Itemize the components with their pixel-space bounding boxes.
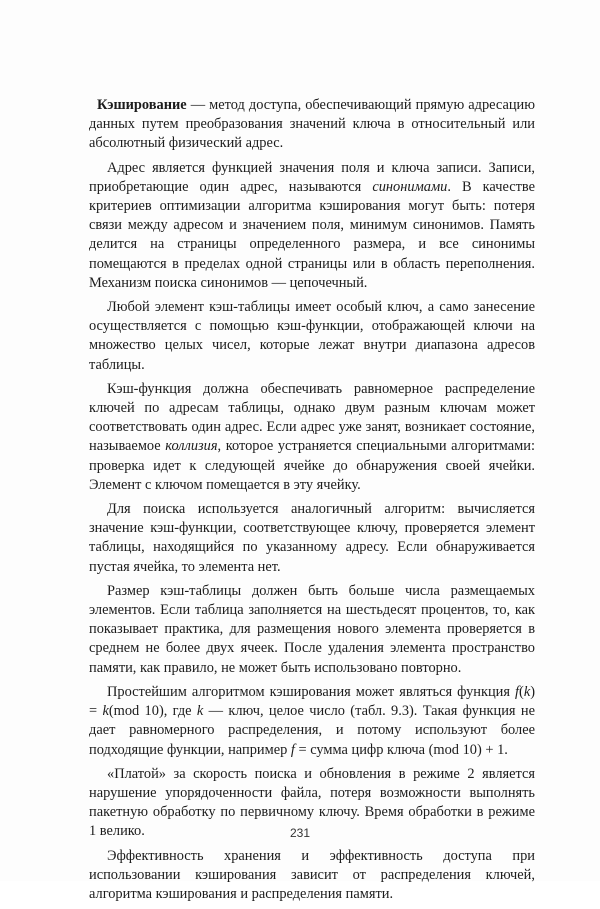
paragraph-text: Любой элемент кэш-таблицы имеет особый ключ, а само занесение осуществляется с помощью кэш-функции, отображающей ключи на множество целых чисел, которые лежат внутри диапазона адресов таблицы. (89, 299, 535, 373)
paragraph-cache-table (89, 298, 535, 375)
paragraph-text: ( (519, 683, 524, 700)
paragraph-text: Адрес является функцией значения поля и ключа записи. Записи, приобретающие один адрес, называются (89, 159, 535, 195)
paragraph-synonyms (89, 159, 535, 293)
formula-k: k (196, 703, 204, 720)
paragraph-text: , которое устраняется специальными алгоритмами: проверка идет к следующей ячейке до обнаружения своей ячейки. Элемент с ключом помещается в эту ячейку. (89, 438, 535, 493)
formula-f: f (515, 683, 520, 700)
paragraph-definition (89, 96, 535, 154)
paragraph-text: = сумма цифр ключа (mod 10) + 1. (294, 741, 508, 758)
paragraph-text: . В качестве критериев оптимизации алгоритма кэширования могут быть: потеря связи между адресом и значением поля, минимум синонимов. Память делится на страницы определенного размера, и все синонимы помещаются в пределах одной страницы или в область переполнения. Механизм поиска синонимов — цепочечный. (89, 178, 536, 291)
paragraph-text: Кэш-функция должна обеспечивать равномерное распределение ключей по адресам таблицы, однако двум разным ключам может соответствовать один адрес. Если адрес уже занят, возникает состояние, называемое (89, 380, 535, 455)
paragraph-text: Эффективность хранения и эффективность доступа при использовании кэширования зависит от распределения ключей, алгоритма кэширования и распределения памяти. (89, 847, 535, 902)
definition-text: — метод доступа, обеспечивающий прямую адресацию данных путем преобразования значений ключа в относительный или абсолютный физический адрес. (89, 97, 535, 152)
paragraph-efficiency (89, 847, 535, 905)
term-caching: Кэширование (97, 97, 187, 113)
emphasis-collision: коллизия (165, 438, 218, 455)
paragraph-collision (89, 380, 535, 495)
page-number: 231 (289, 826, 311, 840)
paragraph-text: (mod 10), где (108, 703, 197, 720)
paragraph-text: Для поиска используется аналогичный алгоритм: вычисляется значение кэш-функции, соответствующее ключу, проверяется элемент таблицы, находящийся по указанному адресу. Если обнаруживается пустая ячейка, то элемента нет. (89, 501, 535, 575)
paragraph-text: ) = (89, 683, 535, 720)
paragraph-text: — ключ, целое число (табл. 9.3). Такая функция не дает равномерного распределения, и потому используют более подходящие функции, например (89, 703, 535, 758)
paragraph-search (89, 500, 535, 577)
paragraph-simple-algorithm (89, 683, 535, 760)
emphasis-synonyms: синонимами (372, 178, 448, 195)
formula-f: f (290, 741, 295, 758)
paragraph-text: Размер кэш-таблицы должен быть больше числа размещаемых элементов. Если таблица заполняется на шестьдесят процентов, то, как показывает практика, для размещения нового элемента проверяется в среднем не более двух ячеек. После удаления элемента пространство памяти, как правило, не может быть использовано повторно. (89, 582, 535, 676)
paragraph-text: Простейшим алгоритмом кэширования может являться функция (107, 683, 516, 700)
paragraph-text: «Платой» за скорость поиска и обновления в режиме 2 является нарушение упорядоченности файла, потеря возможности выполнять пакетную обработку по первичному ключу. Время обработки в режиме 1 велико. (89, 765, 535, 840)
body-text (89, 96, 535, 909)
paragraph-table-size (89, 582, 535, 678)
formula-k: k (102, 703, 109, 720)
formula-k: k (523, 683, 531, 700)
